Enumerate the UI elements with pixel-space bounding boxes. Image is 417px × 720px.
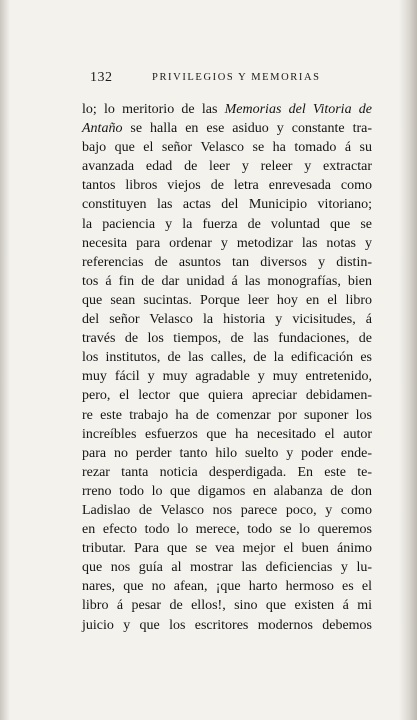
text-line bbox=[82, 310, 372, 329]
text-line bbox=[82, 501, 372, 520]
text-line bbox=[82, 463, 372, 482]
text-line bbox=[82, 176, 372, 195]
text-line bbox=[82, 119, 372, 138]
text-segment: muy fácil y muy agradable y muy entretenido, bbox=[82, 369, 372, 385]
text-line bbox=[82, 425, 372, 444]
text-segment: referencias de asuntos tan diversos y distin- bbox=[82, 254, 372, 270]
page-edge-shadow bbox=[399, 0, 417, 720]
text-line bbox=[82, 329, 372, 348]
text-line bbox=[82, 348, 372, 367]
text-line bbox=[82, 234, 372, 253]
text-segment: increíbles esfuerzos que ha necesitado el autor bbox=[82, 426, 372, 442]
text-segment: nares, que no afean, ¡que harto hermoso es el bbox=[82, 579, 372, 595]
text-line bbox=[82, 157, 372, 176]
text-segment: bajo que el señor Velasco se ha tomado á su bbox=[82, 140, 372, 156]
body-text bbox=[82, 100, 372, 635]
text-line bbox=[82, 367, 372, 386]
text-line bbox=[82, 291, 372, 310]
text-segment: del señor Velasco la historia y vicisitudes, á bbox=[82, 312, 372, 328]
text-line bbox=[82, 272, 372, 291]
text-segment: en efecto todo lo merece, todo se lo queremos bbox=[82, 522, 372, 538]
text-segment: rreno todo lo que digamos en alabanza de don bbox=[82, 483, 372, 499]
text-line bbox=[82, 539, 372, 558]
text-segment: tantos libros viejos de letra enrevesada como bbox=[82, 178, 372, 194]
text-line bbox=[82, 616, 372, 635]
page-header bbox=[90, 70, 375, 88]
text-line bbox=[82, 100, 372, 119]
text-segment: necesita para ordenar y metodizar las notas y bbox=[82, 235, 372, 251]
text-segment: través de los tiempos, de las fundaciones, de bbox=[82, 331, 372, 347]
page-gutter-shadow bbox=[0, 0, 10, 720]
text-segment: tributar. Para que se vea mejor el buen ánimo bbox=[82, 541, 372, 557]
text-segment: Ladislao de Velasco nos parece poco, y como bbox=[82, 502, 372, 518]
text-line bbox=[82, 482, 372, 501]
italic-title: Memorias del Vitoria de bbox=[224, 102, 372, 117]
text-line bbox=[82, 138, 372, 157]
text-line bbox=[82, 406, 372, 425]
text-line bbox=[82, 444, 372, 463]
text-segment: constituyen las actas del Municipio vitoriano; bbox=[82, 197, 372, 213]
text-segment: que nos guía al mostrar las deficiencias y lu- bbox=[82, 560, 372, 576]
text-line bbox=[82, 577, 372, 596]
text-segment: avanzada edad de leer y releer y extractar bbox=[82, 159, 372, 175]
text-line bbox=[82, 195, 372, 214]
text-segment: pero, el lector que quiera apreciar debidamen- bbox=[82, 388, 372, 404]
text-segment: lo; lo meritorio de las bbox=[82, 102, 225, 117]
text-segment: libro á pesar de ellos!, sino que existen á mi bbox=[82, 598, 372, 614]
text-segment: que sean sucintas. Porque leer hoy en el libro bbox=[82, 292, 372, 308]
text-segment: juicio y que los escritores modernos debemos bbox=[82, 617, 372, 633]
text-line bbox=[82, 520, 372, 539]
text-line bbox=[82, 253, 372, 272]
page-number: 132 bbox=[90, 70, 113, 85]
running-head: PRIVILEGIOS Y MEMORIAS bbox=[152, 72, 321, 83]
text-line bbox=[82, 386, 372, 405]
text-segment: re este trabajo ha de comenzar por suponer los bbox=[82, 407, 372, 423]
text-segment: rezar tanta noticia desperdigada. En este te- bbox=[82, 464, 372, 480]
text-line bbox=[82, 558, 372, 577]
italic-title: Antaño bbox=[82, 121, 123, 137]
text-segment: los institutos, de las calles, de la edificación es bbox=[82, 350, 372, 366]
text-segment: la paciencia y la fuerza de voluntad que se bbox=[82, 216, 372, 232]
text-segment: tos á fin de dar unidad á las monografías, bien bbox=[82, 273, 372, 289]
text-segment: se halla en ese asiduo y constante tra- bbox=[122, 121, 372, 137]
text-segment: para no perder tanto hilo suelto y poder ende- bbox=[82, 445, 372, 461]
text-line bbox=[82, 596, 372, 615]
text-line bbox=[82, 215, 372, 234]
